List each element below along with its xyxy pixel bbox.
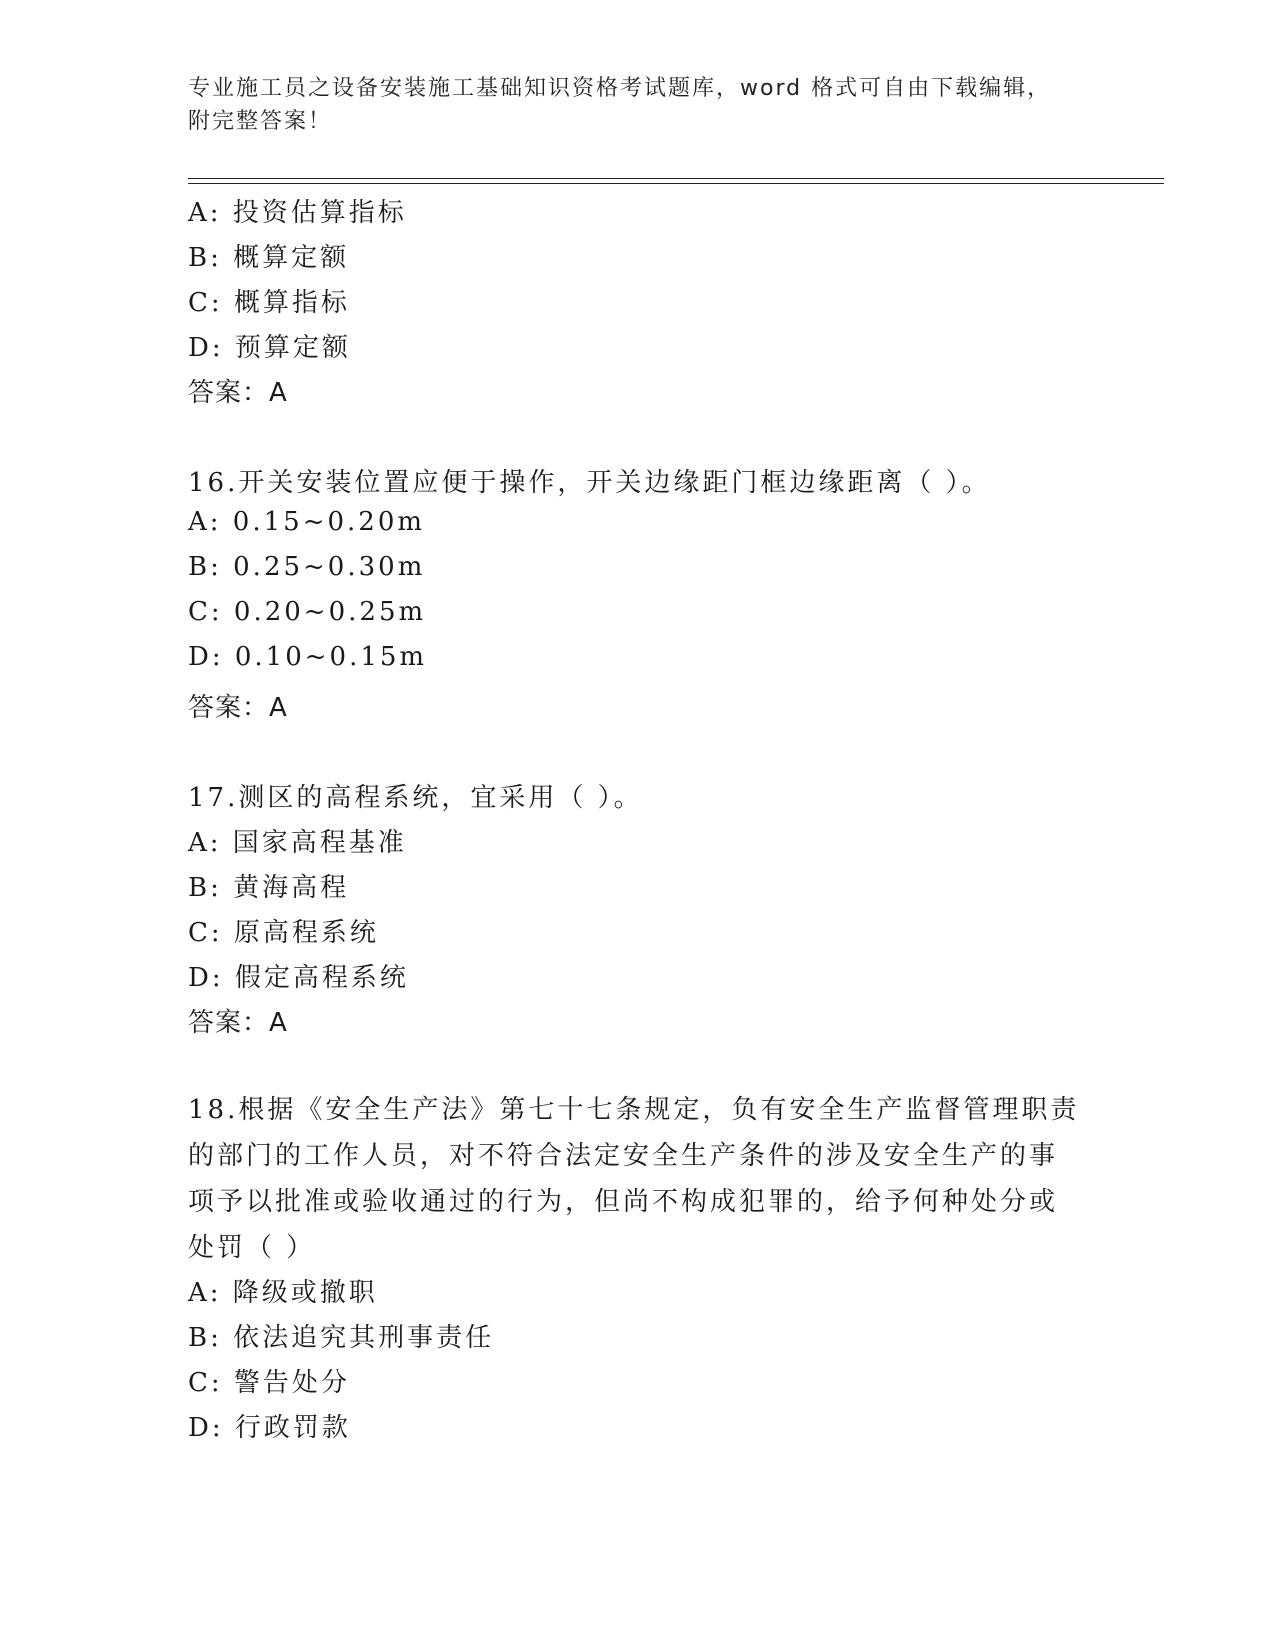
q18-question-line-4: 处罚（ ） xyxy=(188,1233,316,1263)
q16-option-d: D: 0.10~0.15m xyxy=(188,642,428,672)
q17-question: 17.测区的高程系统，宜采用（ ）。 xyxy=(188,783,643,813)
header-divider-bottom xyxy=(188,183,1164,184)
header-divider-top xyxy=(188,178,1164,179)
q17-option-b: B: 黄海高程 xyxy=(188,873,350,903)
q17-option-d: D: 假定高程系统 xyxy=(188,963,409,993)
q15-option-a: A: 投资估算指标 xyxy=(188,198,407,228)
q16-answer: 答案：A xyxy=(188,693,288,723)
q15-option-c: C: 概算指标 xyxy=(188,288,350,318)
q15-option-b: B: 概算定额 xyxy=(188,243,350,273)
q15-option-d: D: 预算定额 xyxy=(188,333,351,363)
q17-answer: 答案：A xyxy=(188,1008,288,1038)
q18-option-a: A: 降级或撤职 xyxy=(188,1278,378,1308)
q18-option-c: C: 警告处分 xyxy=(188,1368,350,1398)
q17-option-c: C: 原高程系统 xyxy=(188,918,379,948)
q16-option-c: C: 0.20~0.25m xyxy=(188,597,427,627)
q18-question-line-1: 18.根据《安全生产法》第七十七条规定，负有安全生产监督管理职责 xyxy=(188,1095,1080,1125)
header-line-1: 专业施工员之设备安装施工基础知识资格考试题库，word 格式可自由下载编辑， xyxy=(188,76,1052,101)
q17-option-a: A: 国家高程基准 xyxy=(188,828,407,858)
q15-answer: 答案：A xyxy=(188,378,288,408)
q16-question: 16.开关安装位置应便于操作，开关边缘距门框边缘距离（ ）。 xyxy=(188,468,991,498)
q18-option-b: B: 依法追究其刑事责任 xyxy=(188,1323,495,1353)
q16-option-b: B: 0.25~0.30m xyxy=(188,552,426,582)
q18-question-line-2: 的部门的工作人员，对不符合法定安全生产条件的涉及安全生产的事 xyxy=(188,1141,1059,1171)
q18-question-line-3: 项予以批准或验收通过的行为，但尚不构成犯罪的，给予何种处分或 xyxy=(188,1187,1059,1217)
q18-option-d: D: 行政罚款 xyxy=(188,1413,351,1443)
q18-question xyxy=(188,1087,1088,1271)
document-header xyxy=(188,72,1088,138)
header-line-2: 附完整答案！ xyxy=(188,109,333,134)
q16-option-a: A: 0.15~0.20m xyxy=(188,507,426,537)
